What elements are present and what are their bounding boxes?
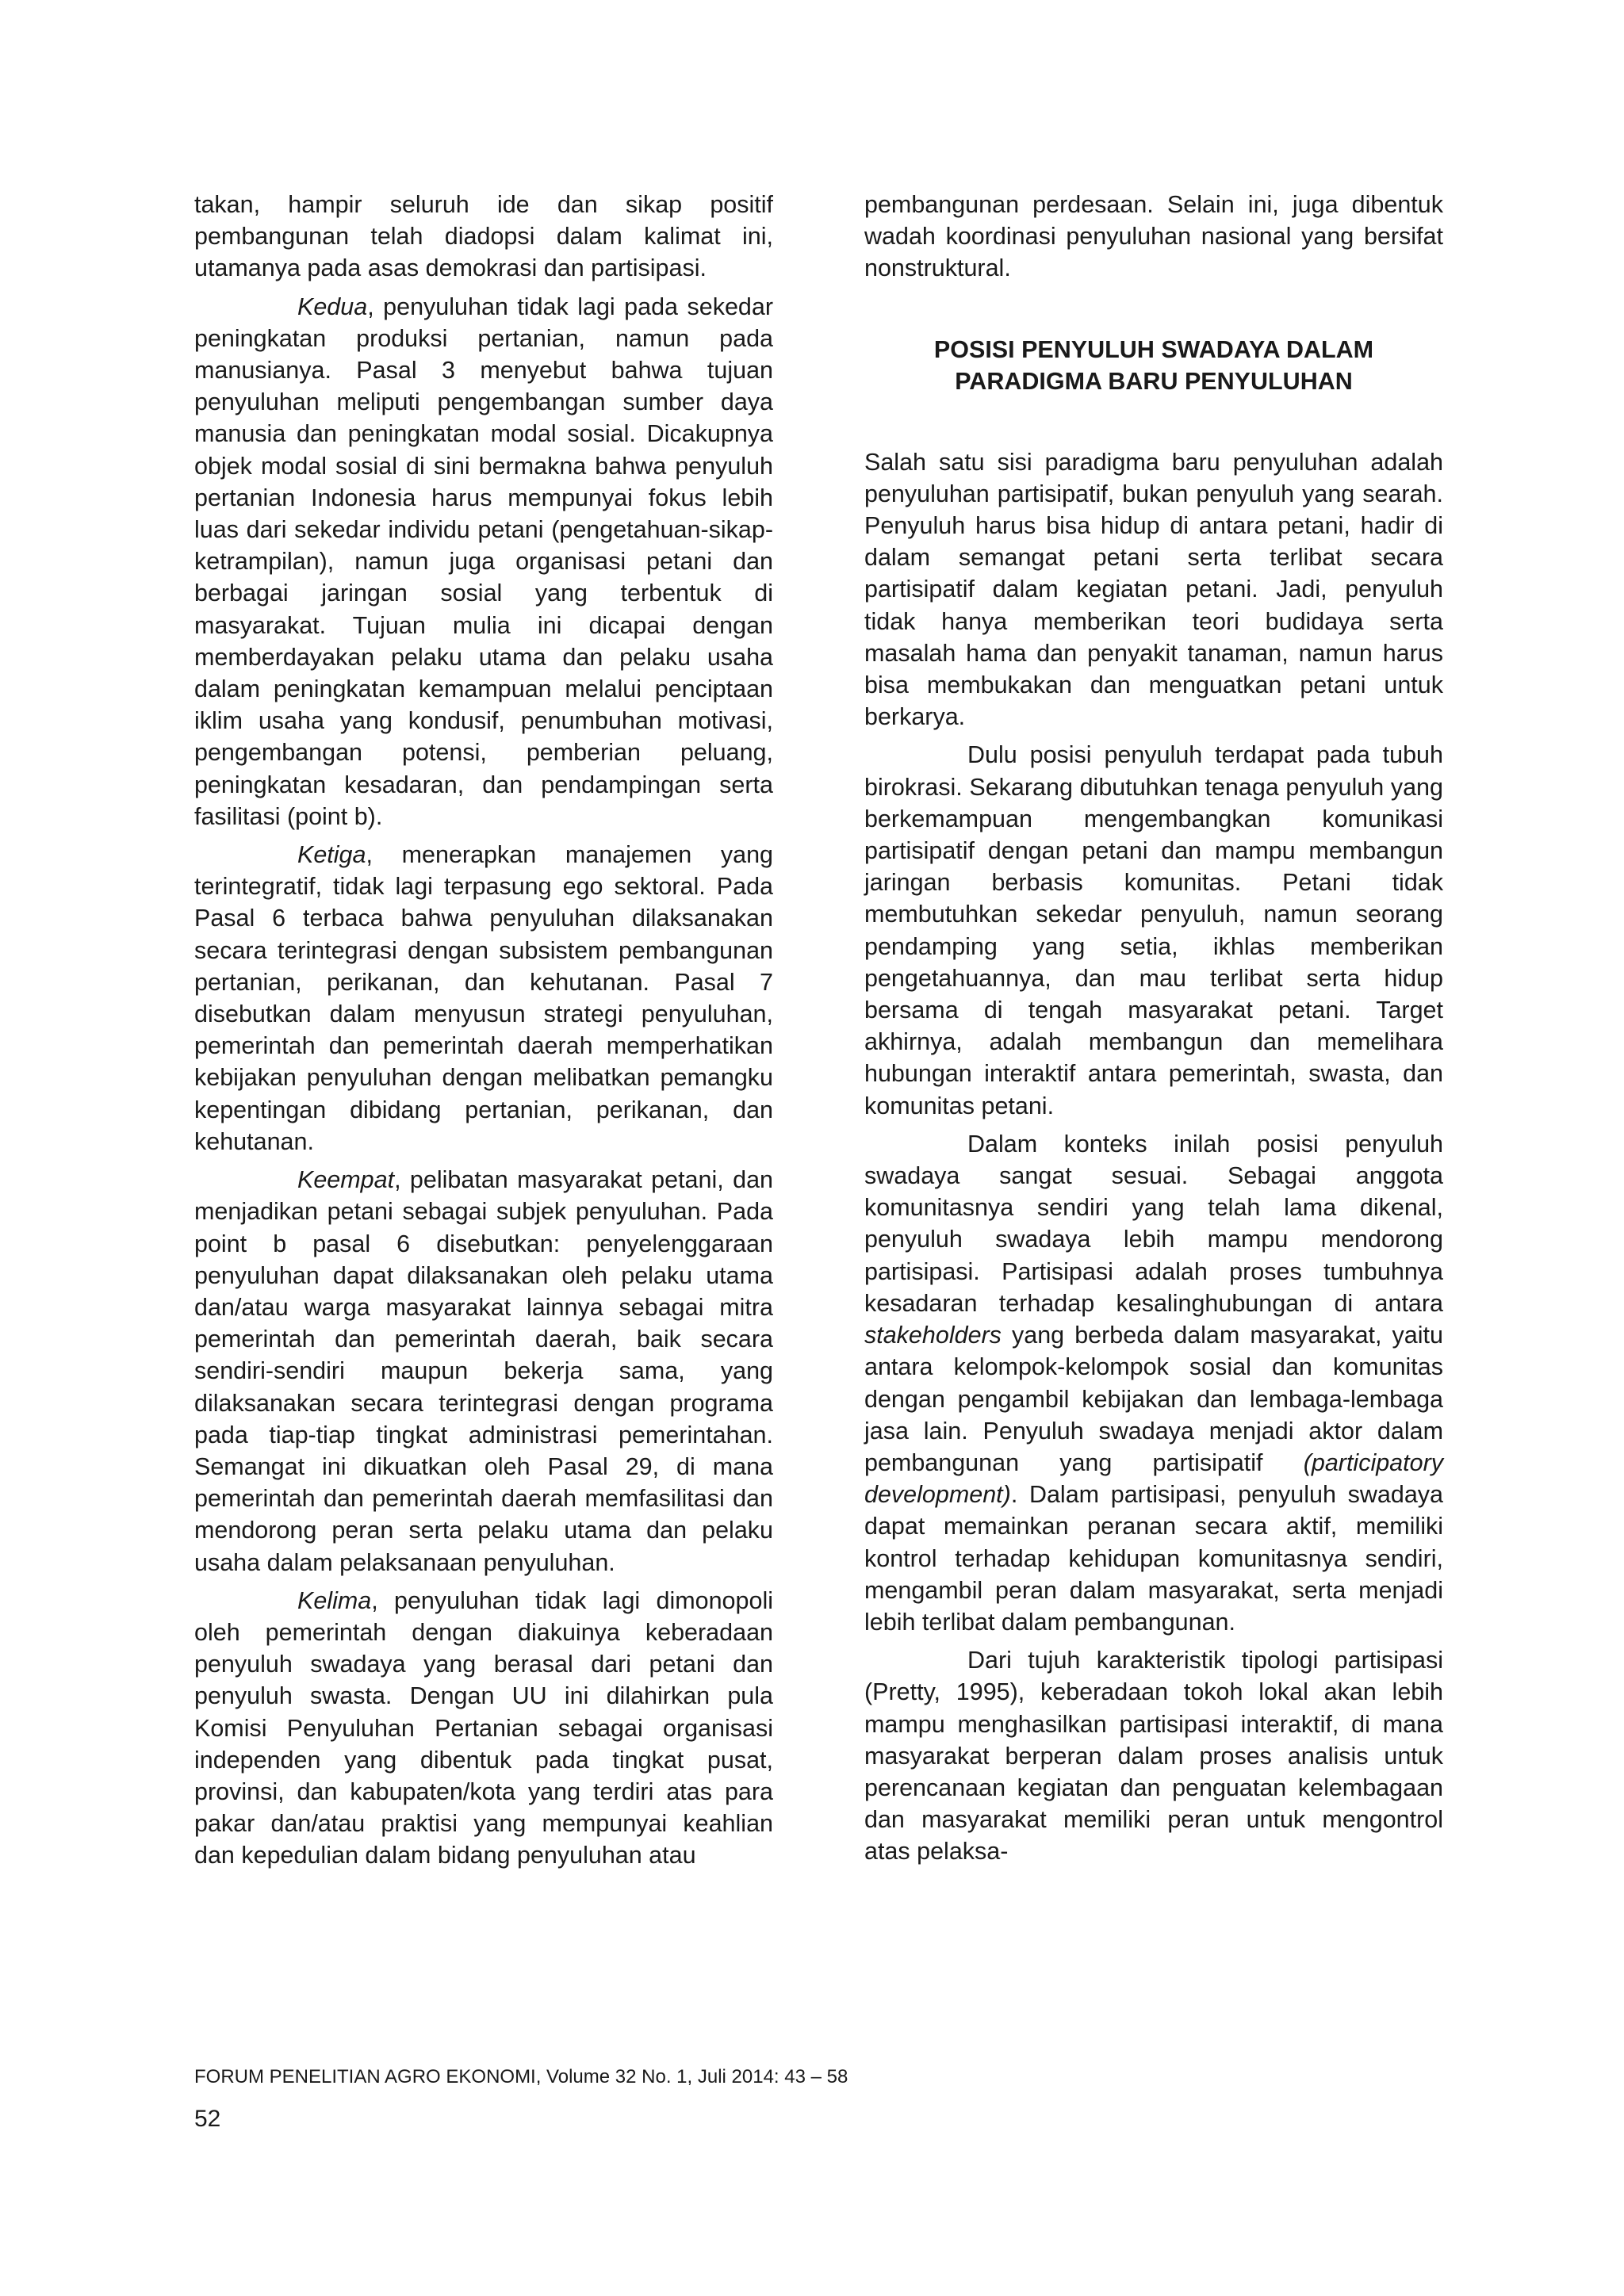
section-heading: POSISI PENYULUH SWADAYA DALAM PARADIGMA BARU PENYULUHAN [933, 335, 1374, 395]
left-column [194, 189, 773, 1878]
paragraph: Kelima, penyuluhan tidak lagi dimonopoli oleh pemerintah dengan diakuinya keberadaan penyuluh swadaya yang berasal dari petani dan penyuluh swasta. Dengan UU ini dilahirkan pula Komisi Penyuluhan Pertanian sebagai organisasi independen yang dibentuk pada tingkat pusat, provinsi, dan kabupaten/kota yang terdiri atas para pakar dan/atau praktisi yang mempunyai keahlian dan kepedulian dalam bidang penyuluhan atau [194, 1586, 773, 1869]
paragraph: takan, hampir seluruh ide dan sikap positif pembangunan telah diadopsi dalam kalimat ini, utamanya pada asas demokrasi dan partisipasi. [194, 191, 773, 282]
paragraph: Dulu posisi penyuluh terdapat pada tubuh birokrasi. Sekarang dibutuhkan tenaga penyuluh yang berkemampuan mengembangkan komunikasi partisipatif dengan petani dan mampu membangun jaringan berbasis komunitas. Petani tidak membutuhkan sekedar penyuluh, namun seorang pendamping yang setia, ikhlas memberikan pengetahuannya, dan mau terlibat serta hidup bersama di tengah masyarakat petani. Target akhirnya, adalah membangun dan memelihara hubungan interaktif antara pemerintah, swasta, dan komunitas petani. [864, 741, 1443, 1119]
paragraph: Dari tujuh karakteristik tipologi partisipasi (Pretty, 1995), keberadaan tokoh lokal akan lebih mampu menghasilkan partisipasi interaktif, di mana masyarakat berperan dalam proses analisis untuk perencanaan kegiatan dan penguatan kelembagaan dan masyarakat memiliki peran untuk mengontrol atas pelaksa- [864, 1647, 1443, 1866]
paragraph-lead: Kelima [297, 1586, 372, 1614]
paragraph: Kedua, penyuluhan tidak lagi pada sekedar peningkatan produksi pertanian, namun pada manusianya. Pasal 3 menyebut bahwa tujuan penyuluhan meliputi pengembangan sumber daya manusia dan peningkatan modal sosial. Dicakupnya objek modal sosial di sini bermakna bahwa penyuluh pertanian Indonesia harus mempunyai fokus lebih luas dari sekedar individu petani (pengetahuan-sikap-ketrampilan), namun juga organisasi petani dan berbagai jaringan sosial yang terbentuk di masyarakat. Tujuan mulia ini dicapai dengan memberdayakan pelaku utama dan pelaku usaha dalam peningkatan kemampuan melalui penciptaan iklim usaha yang kondusif, penumbuhan motivasi, pengembangan potensi, pemberian peluang, peningkatan kesadaran, dan pendampingan serta fasilitasi (point b). [194, 293, 773, 830]
footer-citation: FORUM PENELITIAN AGRO EKONOMI, Volume 32 No. 1, Juli 2014: 43 – 58 [194, 2066, 848, 2087]
paragraph: Keempat, pelibatan masyarakat petani, dan menjadikan petani sebagai subjek penyuluhan. Pada point b pasal 6 disebutkan: penyelenggaraan penyuluhan dapat dilaksanakan oleh pelaku utama dan/atau warga masyarakat lainnya sebagai mitra pemerintah dan pemerintah daerah, baik secara sendiri-sendiri maupun bekerja sama, yang dilaksanakan secara terintegrasi dengan programa pada tiap-tiap tingkat administrasi pemerintahan. Semangat ini dikuatkan oleh Pasal 29, di mana pemerintah dan pemerintah daerah memfasilitasi dan mendorong peran serta pelaku utama dan pelaku usaha dalam pelaksanaan penyuluhan. [194, 1166, 773, 1576]
paragraph-lead: Ketiga [297, 841, 366, 869]
paragraph: Ketiga, menerapkan manajemen yang terintegratif, tidak lagi terpasung ego sektoral. Pada Pasal 6 terbaca bahwa penyuluhan dilaksanakan secara terintegrasi dengan subsistem pembangunan pertanian, perikanan, dan kehutanan. Pasal 7 disebutkan dalam menyusun strategi penyuluhan, pemerintah dan pemerintah daerah memperhatikan kebijakan penyuluhan dengan melibatkan pemangku kepentingan dibidang pertanian, perikanan, dan kehutanan. [194, 841, 773, 1155]
page-number: 52 [194, 2106, 221, 2132]
paragraph-lead: Keempat [297, 1166, 395, 1194]
right-column [864, 189, 1443, 1874]
paragraph-lead: Kedua [297, 293, 368, 320]
paragraph: Salah satu sisi paradigma baru penyuluhan adalah penyuluhan partisipatif, bukan penyuluh yang searah. Penyuluh harus bisa hidup di antara petani, hadir di dalam semangat petani serta terlibat secara partisipatif dalam kegiatan petani. Jadi, penyuluh tidak hanya memberikan teori budidaya serta masalah hama dan penyakit tanaman, namun harus bisa membukakan dan menguatkan petani untuk berkarya. [864, 448, 1443, 731]
paragraph: pembangunan perdesaan. Selain ini, juga dibentuk wadah koordinasi penyuluhan nasional yang bersifat nonstruktural. [864, 191, 1443, 282]
paragraph: Dalam konteks inilah posisi penyuluh swadaya sangat sesuai. Sebagai anggota komunitasnya sendiri yang telah lama dikenal, penyuluh swadaya lebih mampu mendorong partisipasi. Partisipasi adalah proses tumbuhnya kesadaran terhadap kesalinghubungan di antara stakeholders yang berbeda dalam masyarakat, yaitu antara kelompok-kelompok sosial dan komunitas dengan pengambil kebijakan dan lembaga-lembaga jasa lain. Penyuluh swadaya menjadi aktor dalam pembangunan yang partisipatif (participatory development). Dalam partisipasi, penyuluh swadaya dapat memainkan peranan secara aktif, memiliki kontrol terhadap kehidupan komunitasnya sendiri, mengambil peran dalam masyarakat, serta menjadi lebih terlibat dalam pembangunan. [864, 1130, 1443, 1636]
